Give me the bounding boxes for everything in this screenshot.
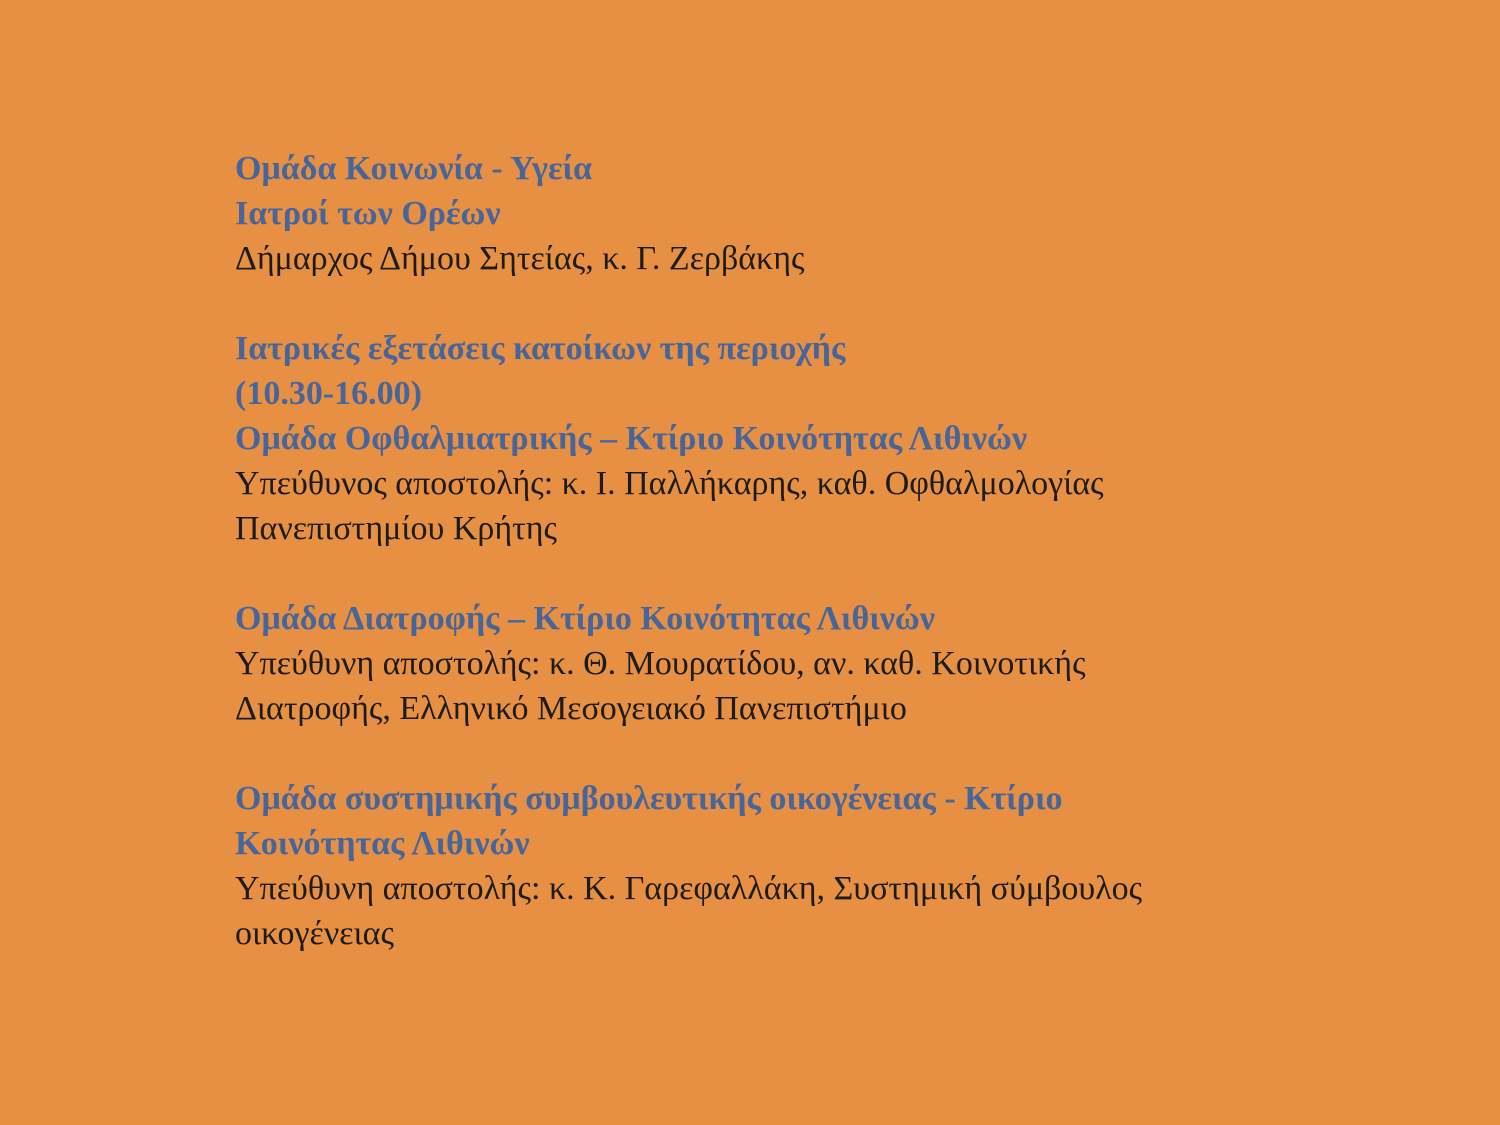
section-description: Υπεύθυνος αποστολής: κ. Ι. Παλλήκαρης, καθ. Οφθαλμολογίας: [235, 465, 1104, 502]
section-description: Πανεπιστημίου Κρήτης: [235, 510, 558, 547]
section-society-health: [235, 146, 1435, 281]
slide-content: [235, 146, 1435, 956]
section-ophthalmology: [235, 326, 1435, 551]
section-subtitle: Ιατροί των Ορέων: [235, 195, 501, 232]
section-title: Ιατρικές εξετάσεις κατοίκων της περιοχής: [235, 330, 846, 367]
spacer: [235, 281, 1435, 326]
section-family-counseling: [235, 776, 1435, 956]
section-title: Ομάδα συστημικής συμβουλευτικής οικογένειας - Κτίριο: [235, 780, 1063, 817]
section-description: οικογένειας: [235, 915, 394, 952]
section-subtitle: Ομάδα Οφθαλμιατρικής – Κτίριο Κοινότητας Λιθινών: [235, 420, 1028, 457]
section-time: (10.30-16.00): [235, 375, 422, 412]
section-title: Ομάδα Κοινωνία - Υγεία: [235, 150, 592, 187]
spacer: [235, 551, 1435, 596]
spacer: [235, 731, 1435, 776]
section-nutrition: [235, 596, 1435, 731]
section-description: Δήμαρχος Δήμου Σητείας, κ. Γ. Ζερβάκης: [235, 240, 805, 277]
section-title: Κοινότητας Λιθινών: [235, 825, 530, 862]
section-description: Υπεύθυνη αποστολής: κ. Θ. Μουρατίδου, αν. καθ. Κοινοτικής: [235, 645, 1086, 682]
section-description: Υπεύθυνη αποστολής: κ. Κ. Γαρεφαλλάκη, Συστημική σύμβουλος: [235, 870, 1143, 907]
section-title: Ομάδα Διατροφής – Κτίριο Κοινότητας Λιθινών: [235, 600, 935, 637]
section-description: Διατροφής, Ελληνικό Μεσογειακό Πανεπιστήμιο: [235, 690, 907, 727]
